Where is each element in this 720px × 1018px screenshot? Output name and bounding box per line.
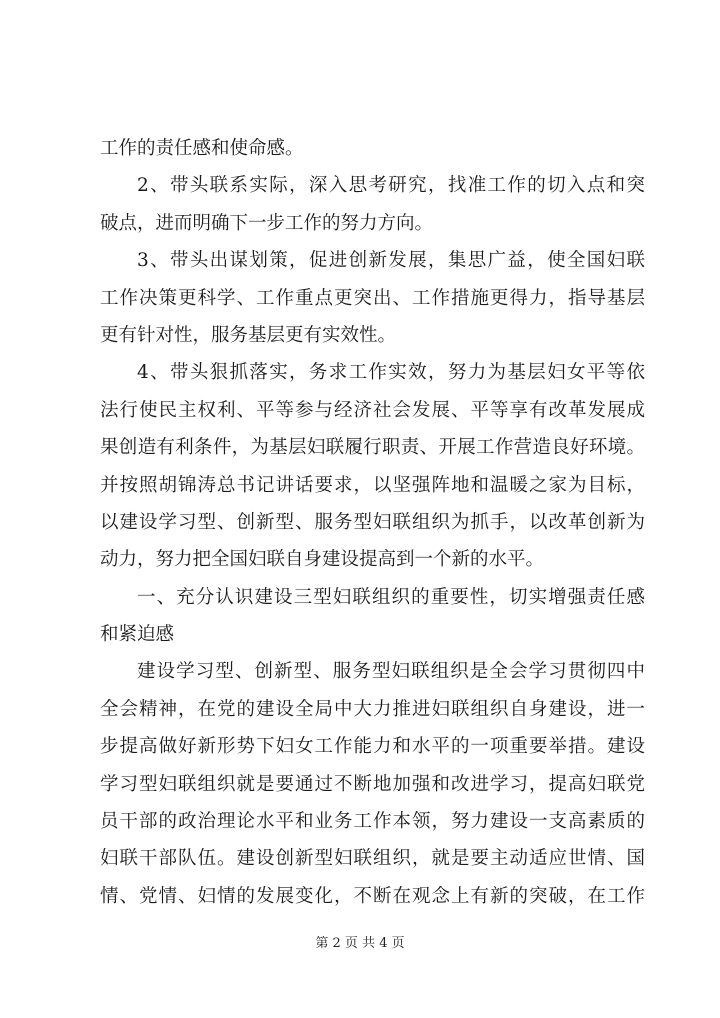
- text-line: 一、充分认识建设三型妇联组织的重要性，切实增强责任感: [137, 586, 645, 608]
- text-line: 工作的责任感和使命感。: [100, 138, 304, 159]
- text-line: 动力，努力把全国妇联自身建设提高到一个新的水平。: [100, 549, 545, 571]
- text-line: 破点，进而明确下一步工作的努力方向。: [100, 212, 434, 234]
- text-line: 工作决策更科学、工作重点更突出、工作措施更得力，指导基层: [100, 287, 645, 309]
- text-line: 建设学习型、创新型、服务型妇联组织是全会学习贯彻四中: [137, 661, 645, 683]
- text-line: 更有针对性，服务基层更有实效性。: [100, 324, 397, 346]
- body-text: [100, 130, 645, 915]
- text-line: 以建设学习型、创新型、服务型妇联组织为抓手，以改革创新为: [100, 511, 645, 533]
- text-line: 妇联干部队伍。建设创新型妇联组织，就是要主动适应世情、国: [100, 848, 645, 870]
- text-line: 并按照胡锦涛总书记讲话要求，以坚强阵地和温暖之家为目标，: [100, 474, 645, 496]
- text-line: 2、带头联系实际，深入思考研究，找准工作的切入点和突: [137, 175, 645, 197]
- page-footer: 第 2 页 共 4 页: [315, 936, 405, 951]
- text-line: 步提高做好新形势下妇女工作能力和水平的一项重要举措。建设: [100, 736, 645, 758]
- text-line: 员干部的政治理论水平和业务工作本领，努力建设一支高素质的: [100, 811, 645, 833]
- text-line: 情、党情、妇情的发展变化，不断在观念上有新的突破，在工作: [100, 885, 645, 907]
- text-line: 全会精神，在党的建设全局中大力推进妇联组织自身建设，进一: [100, 698, 645, 720]
- text-line: 和紧迫感: [100, 624, 175, 646]
- text-line: 4、带头狠抓落实，务求工作实效，努力为基层妇女平等依: [137, 362, 645, 384]
- text-line: 果创造有利条件，为基层妇联履行职责、开展工作营造良好环境。: [100, 437, 645, 459]
- text-line: 学习型妇联组织就是要通过不断地加强和改进学习，提高妇联党: [100, 773, 645, 795]
- text-line: 3、带头出谋划策，促进创新发展，集思广益，使全国妇联: [137, 250, 645, 272]
- text-line: 法行使民主权利、平等参与经济社会发展、平等享有改革发展成: [100, 399, 645, 421]
